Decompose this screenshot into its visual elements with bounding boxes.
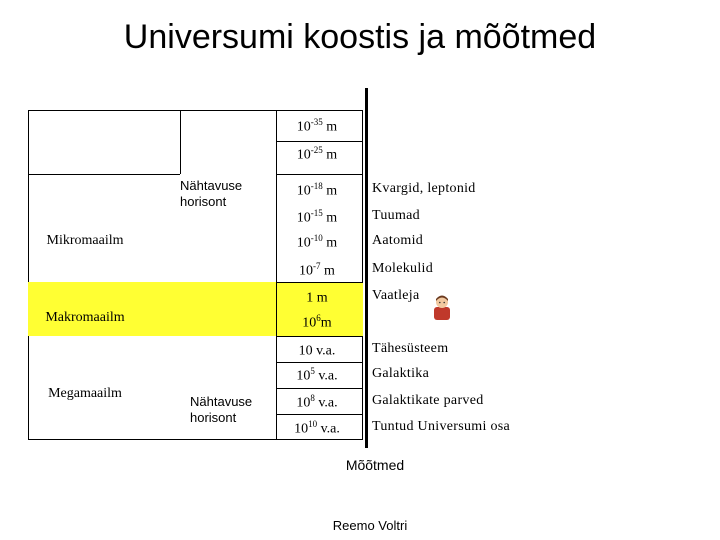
scale-label: $10^{-15}$ m: [296, 208, 338, 226]
scale-label: $10^{-25}$ m: [296, 145, 338, 163]
object-label: Vaatleja: [372, 288, 420, 303]
object-label: Galaktika: [372, 366, 430, 381]
mega-world-label: Megamaailm: [48, 386, 122, 401]
scale-label: $10^{-18}$ m: [296, 181, 338, 199]
scale-label: 10 v.a.: [298, 343, 336, 359]
horizon-label-top: Nähtavuse horisont: [180, 178, 243, 209]
scale-label: $10^6m$: [302, 313, 332, 331]
scale-label: $10^5$ v.a.: [296, 366, 338, 384]
row-divider: [276, 388, 363, 389]
object-label: Molekulid: [372, 261, 434, 276]
macro-world-label: Makromaailm: [45, 310, 125, 325]
object-label: Kvargid, leptonid: [372, 181, 476, 196]
row-divider: [276, 282, 363, 283]
page-title: Universumi koostis ja mõõtmed: [123, 18, 597, 56]
object-label: Aatomid: [372, 233, 424, 248]
horizon-label-bottom: Nähtavuse horisont: [190, 394, 253, 425]
micro-world-label: Mikromaailm: [46, 233, 124, 248]
row-divider: [276, 414, 363, 415]
scale-label: $10^{10}$ v.a.: [294, 419, 340, 437]
row-divider: [276, 336, 363, 337]
row-divider: [276, 141, 363, 142]
horizon-divider: [28, 174, 180, 175]
axis-label: Mõõtmed: [345, 457, 405, 473]
scale-label: $10^{-7}$ m: [299, 261, 335, 279]
scale-label: $10^{-10}$ m: [296, 233, 338, 251]
object-label: Tuumad: [372, 208, 420, 223]
scale-label: $10^{-35}$ m: [296, 117, 338, 135]
row-divider: [276, 174, 363, 175]
person-icon: [431, 293, 453, 321]
scale-label: 1 m: [306, 290, 328, 306]
object-label: Tuntud Universumi osa: [372, 419, 511, 434]
scale-label: $10^8$ v.a.: [296, 393, 338, 411]
row-divider: [276, 362, 363, 363]
object-label: Galaktikate parved: [372, 393, 484, 408]
author-credit: Reemo Voltri: [332, 518, 408, 533]
object-label: Tähesüsteem: [372, 341, 449, 356]
dimension-axis: [365, 88, 368, 448]
horizon-divider: [180, 110, 181, 174]
